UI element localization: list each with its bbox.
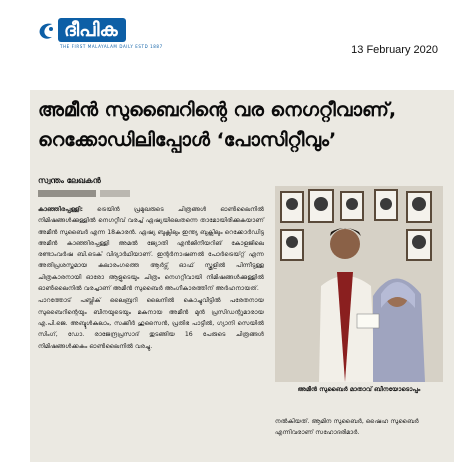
smudged-text xyxy=(38,190,96,197)
byline: സ്വന്തം ലേഖകൻ xyxy=(38,176,101,185)
article-body xyxy=(38,204,264,353)
publication-date: 13 February 2020 xyxy=(351,44,438,56)
logo-swirl-icon xyxy=(36,20,58,42)
paragraph xyxy=(38,204,264,294)
photo-illustration xyxy=(275,186,443,382)
dateline: കാഞ്ഞിരപ്പള്ളി: xyxy=(38,206,83,213)
logo-wordmark: ദീപിക xyxy=(58,18,126,42)
headline-line-2: റെക്കോഡിലിപ്പോൾ ‘പോസിറ്റീവും’ xyxy=(38,129,337,151)
smudged-text xyxy=(100,190,130,197)
article-photo xyxy=(275,186,443,382)
photo-caption: അമീൻ സുബൈർ മാതാവ് ബീനയോടൊപ്പം xyxy=(297,386,421,393)
masthead xyxy=(36,16,226,50)
paragraph-text: ട്രെയിൻ പ്രമുഖരുടെ ചിത്രങ്ങൾ ഓൺലൈനിൽ നിമിഷങ്ങൾക്കുള്ളിൽ നെഗറ്റീവ് വരച്ച് ഏഷ്യയിലെതന്നെ താമോയിരിക്കുകയാണ് അമീൻ സുബൈർ എന്ന 18കാരൻ. ഏഷ്യ ബുക്സിലും ഇന്ത്യ ബുക്സിലും റെക്കോർഡിട്ട അമീൻ കാഞ്ഞിരപ്പള്ളി അമൽ ജ്യോതി എൻജിനീയറിങ് കോളജിലെ രണ്ടാംവർഷ ബി.ടെക് വിദ്യാർഥിയാണ്. ഇന്റർനാഷണൽ പോർട്രെയ്റ്റ് എന്ന അതിപ്രശസ്തമായ കലാരംഗത്തെ ആർട്സ് ഓഫ് സ്കൂളിൽ പിന്നീടുള്ള ചിത്രകാരനായി ഓരോ ആളുടെയും ചിത്രം നെഗറ്റീവായി നിമിഷങ്ങൾക്കുള്ളിൽ ഓൺലൈനിൽ വരച്ചാണ് അമീൻ സുബൈർ അംഗീകാരത്തിന് അർഹനായത്. xyxy=(38,206,264,293)
headline-line-1: അമീൻ സുബൈറിന്റെ വര നെഗറ്റീവാണ്, xyxy=(38,99,397,121)
newspaper-clipping xyxy=(30,90,454,462)
headline xyxy=(38,98,446,152)
article-continuation: നൽകിയത്. ആമിന സുബൈർ, ഷൈഹ സുബൈർ എന്നിവരാണ് സഹോദരിമാർ. xyxy=(275,418,419,437)
logo-tagline: THE FIRST MALAYALAM DAILY ESTD 1887 xyxy=(60,44,163,49)
paragraph: പാറത്തോട് പബ്ലിക് ലൈബ്രറി ലൈനിൽ കൊച്ചുവീട്ടിൽ പരേതനായ സുബൈറിന്റെയും ബീനയുടെയും മകനായ അമീൻ മുൻ പ്രസിഡന്റുമാരായ എ.പി.ജെ. അബ്ദുൾകലാം, സക്കീർ ഹുസൈൻ, പ്രതിഭ പാട്ടീൽ, ഗ്യാനി സെയിൽ സിംഗ്, ഡോ. രാജേന്ദ്രപ്രസാദ് തുടങ്ങിയ 16 പേരുടെ ചിത്രങ്ങൾ നിമിഷങ്ങൾക്കകം ഓൺലൈനിൽ വരച്ചു. xyxy=(38,297,264,350)
